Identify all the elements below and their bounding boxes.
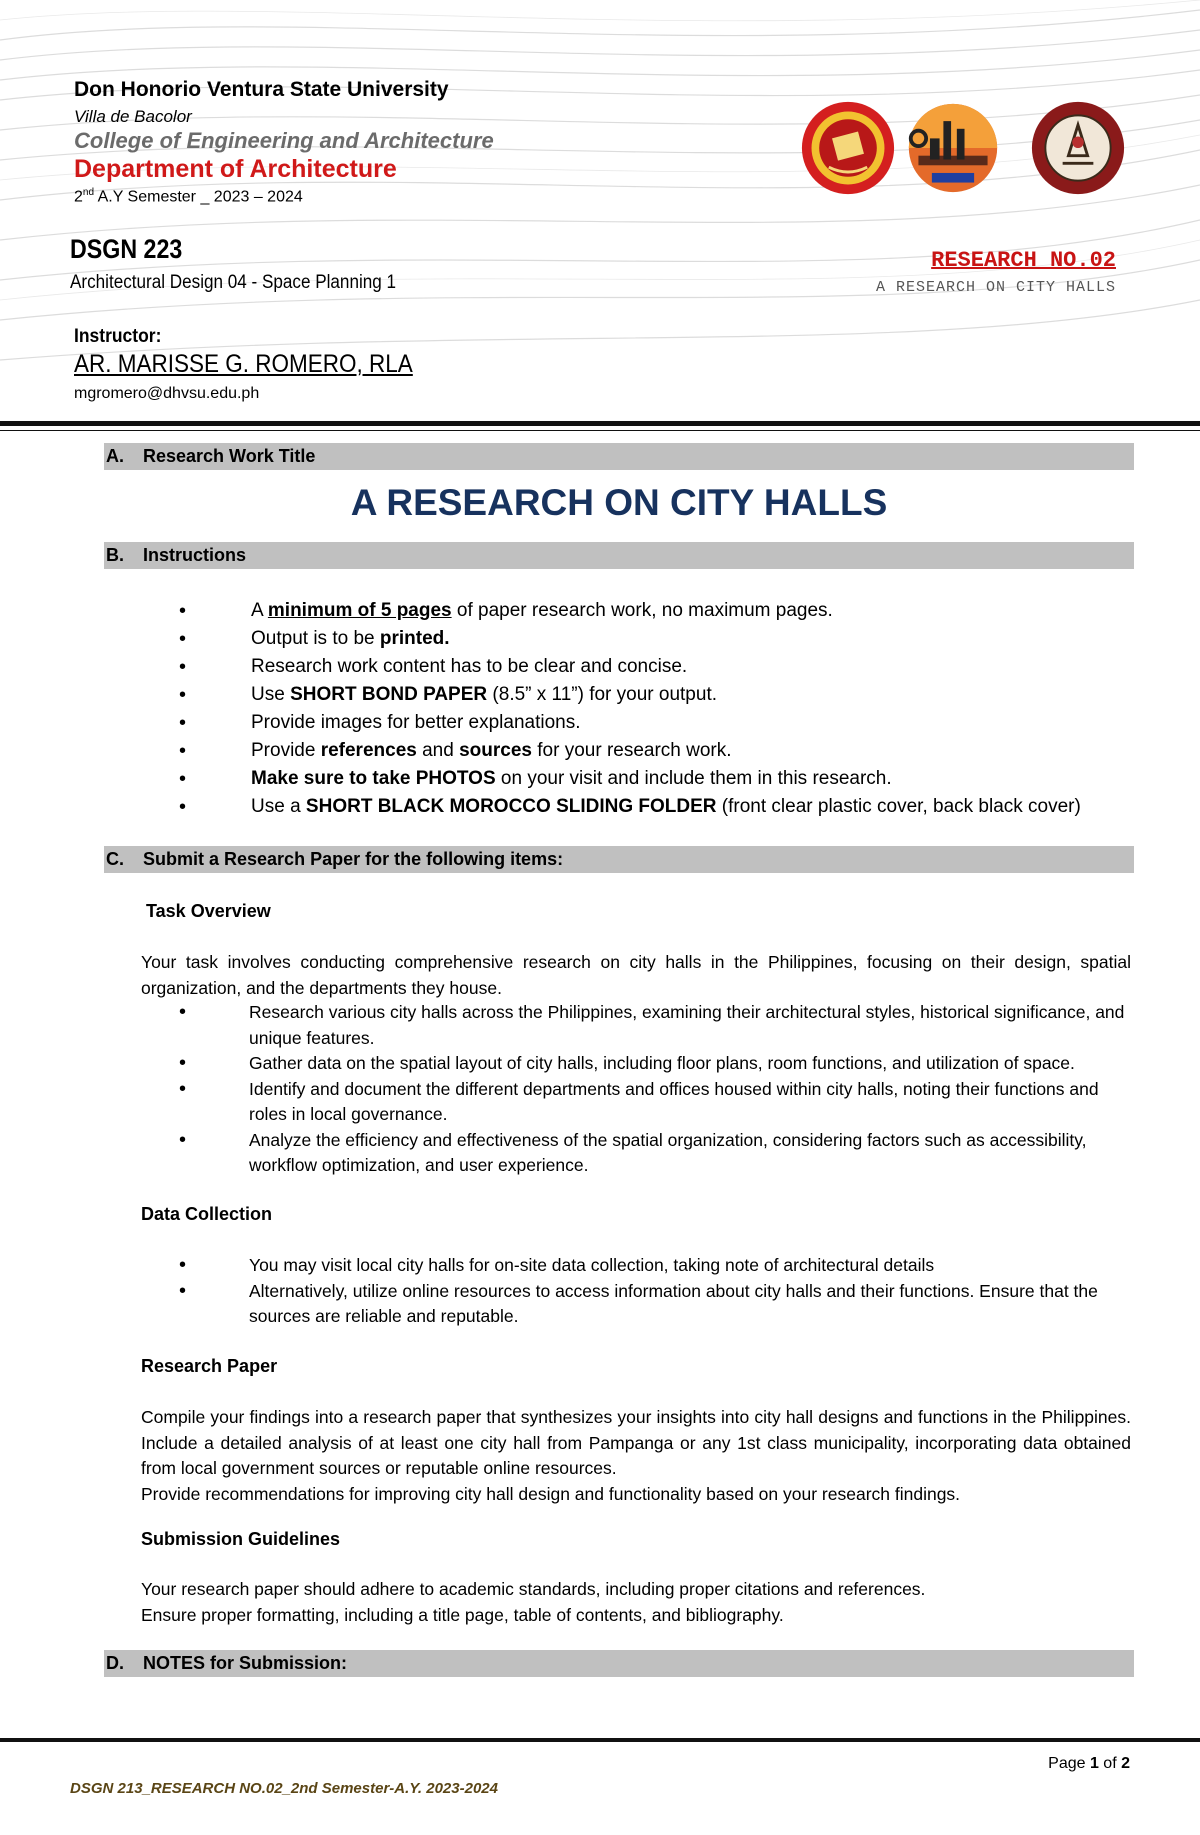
list-item: • Output is to be printed. bbox=[179, 625, 1129, 653]
section-a-letter: A. bbox=[106, 446, 124, 466]
list-item: • Research various city halls across the Philippines, examining their architectural styles, historical significance, and unique features. bbox=[179, 1000, 1131, 1051]
section-b-label: Instructions bbox=[143, 545, 247, 565]
research-paper-text: Compile your findings into a research paper that synthesizes your insights into city hall designs and functions in the Philippines. Include a detailed analysis of at least one city hall from Pampanga or any 1st class municipality, incorporating data obtained from local government sources or reputable online resources. Provide recommendations for improving city hall design and functionality based on your research findings. bbox=[141, 1407, 1131, 1504]
section-b-bar bbox=[104, 542, 1134, 569]
section-c-bar bbox=[104, 846, 1134, 873]
submission-guidelines-text: Your research paper should adhere to academic standards, including proper citations and references. Ensure proper formatting, including a title page, table of contents, and bibliography. bbox=[141, 1579, 926, 1625]
list-item: • Use a SHORT BLACK MOROCCO SLIDING FOLDER (front clear plastic cover, back black cover) bbox=[179, 793, 1129, 821]
college-name: College of Engineering and Architecture bbox=[74, 128, 494, 153]
semester-suffix: nd bbox=[82, 187, 95, 198]
header-divider-thick bbox=[0, 421, 1200, 426]
section-b-letter: B. bbox=[106, 545, 124, 565]
section-c-letter: C. bbox=[106, 849, 124, 869]
department-of-architecture-seal-icon bbox=[1030, 100, 1126, 196]
course-title: Architectural Design 04 - Space Planning 1 bbox=[70, 272, 397, 293]
section-a-bar bbox=[104, 443, 1134, 470]
list-item: • Alternatively, utilize online resources to access information about city halls and their functions. Ensure that the sources are reliable and reputable. bbox=[179, 1279, 1131, 1330]
instructor-label: Instructor: bbox=[74, 326, 162, 347]
university-name: Don Honorio Ventura State University bbox=[74, 78, 449, 101]
university-seal-icon bbox=[800, 100, 896, 196]
footer-divider bbox=[0, 1738, 1200, 1742]
submission-guidelines-heading: Submission Guidelines bbox=[141, 1529, 341, 1549]
page-number: Page 1 of 2 bbox=[1048, 1755, 1130, 1772]
task-overview-text: Your task involves conducting comprehensive research on city halls in the Philippines, focusing on their design, spatial organization, and the departments they house. bbox=[141, 952, 1131, 998]
section-d-bar bbox=[104, 1650, 1134, 1677]
list-item: • Make sure to take PHOTOS on your visit and include them in this research. bbox=[179, 765, 1129, 793]
semester-ordinal: 2 bbox=[74, 188, 83, 206]
semester-line bbox=[74, 187, 303, 206]
department-name: Department of Architecture bbox=[74, 155, 397, 183]
section-d-label: NOTES for Submission: bbox=[143, 1653, 348, 1673]
section-c-label: Submit a Research Paper for the following items: bbox=[143, 849, 564, 869]
list-item: • A minimum of 5 pages of paper research work, no maximum pages. bbox=[179, 597, 1129, 625]
list-item: • Research work content has to be clear and concise. bbox=[179, 653, 1129, 681]
dhvsu-cea-logo-icon bbox=[905, 100, 1001, 196]
research-paper-heading: Research Paper bbox=[141, 1356, 278, 1376]
list-item: • Identify and document the different departments and offices housed within city halls, noting their functions and roles in local governance. bbox=[179, 1077, 1131, 1128]
header-divider-thin bbox=[0, 430, 1200, 431]
list-item: • Provide images for better explanations. bbox=[179, 709, 1129, 737]
research-number: RESEARCH NO.02 bbox=[931, 248, 1116, 273]
data-collection-list bbox=[179, 1253, 1131, 1330]
research-subtitle: A RESEARCH ON CITY HALLS bbox=[875, 279, 1116, 296]
data-collection-heading: Data Collection bbox=[141, 1204, 273, 1224]
task-overview-heading: Task Overview bbox=[146, 901, 271, 921]
list-item: • Provide references and sources for your research work. bbox=[179, 737, 1129, 765]
task-overview-list bbox=[179, 1000, 1131, 1179]
section-a-label: Research Work Title bbox=[143, 446, 316, 466]
list-item: • Gather data on the spatial layout of city halls, including floor plans, room functions, and utilization of space. bbox=[179, 1051, 1131, 1077]
list-item: • Analyze the efficiency and effectiveness of the spatial organization, considering factors such as accessibility, workflow optimization, and user experience. bbox=[179, 1128, 1131, 1179]
instructions-list bbox=[179, 597, 1129, 821]
list-item: • Use SHORT BOND PAPER (8.5” x 11”) for your output. bbox=[179, 681, 1129, 709]
instructor-email[interactable]: mgromero@dhvsu.edu.ph bbox=[74, 385, 260, 402]
university-location: Villa de Bacolor bbox=[74, 107, 192, 126]
course-code: DSGN 223 bbox=[70, 234, 183, 264]
research-work-title: A RESEARCH ON CITY HALLS bbox=[350, 482, 888, 523]
list-item: • You may visit local city halls for on-site data collection, taking note of architectural details bbox=[179, 1253, 1131, 1279]
instructor-name: AR. MARISSE G. ROMERO, RLA bbox=[74, 350, 413, 378]
footer-document-code: DSGN 213_RESEARCH NO.02_2nd Semester-A.Y. 2023-2024 bbox=[70, 1780, 498, 1797]
section-d-letter: D. bbox=[106, 1653, 124, 1673]
semester-rest: A.Y Semester _ 2023 – 2024 bbox=[94, 188, 303, 206]
